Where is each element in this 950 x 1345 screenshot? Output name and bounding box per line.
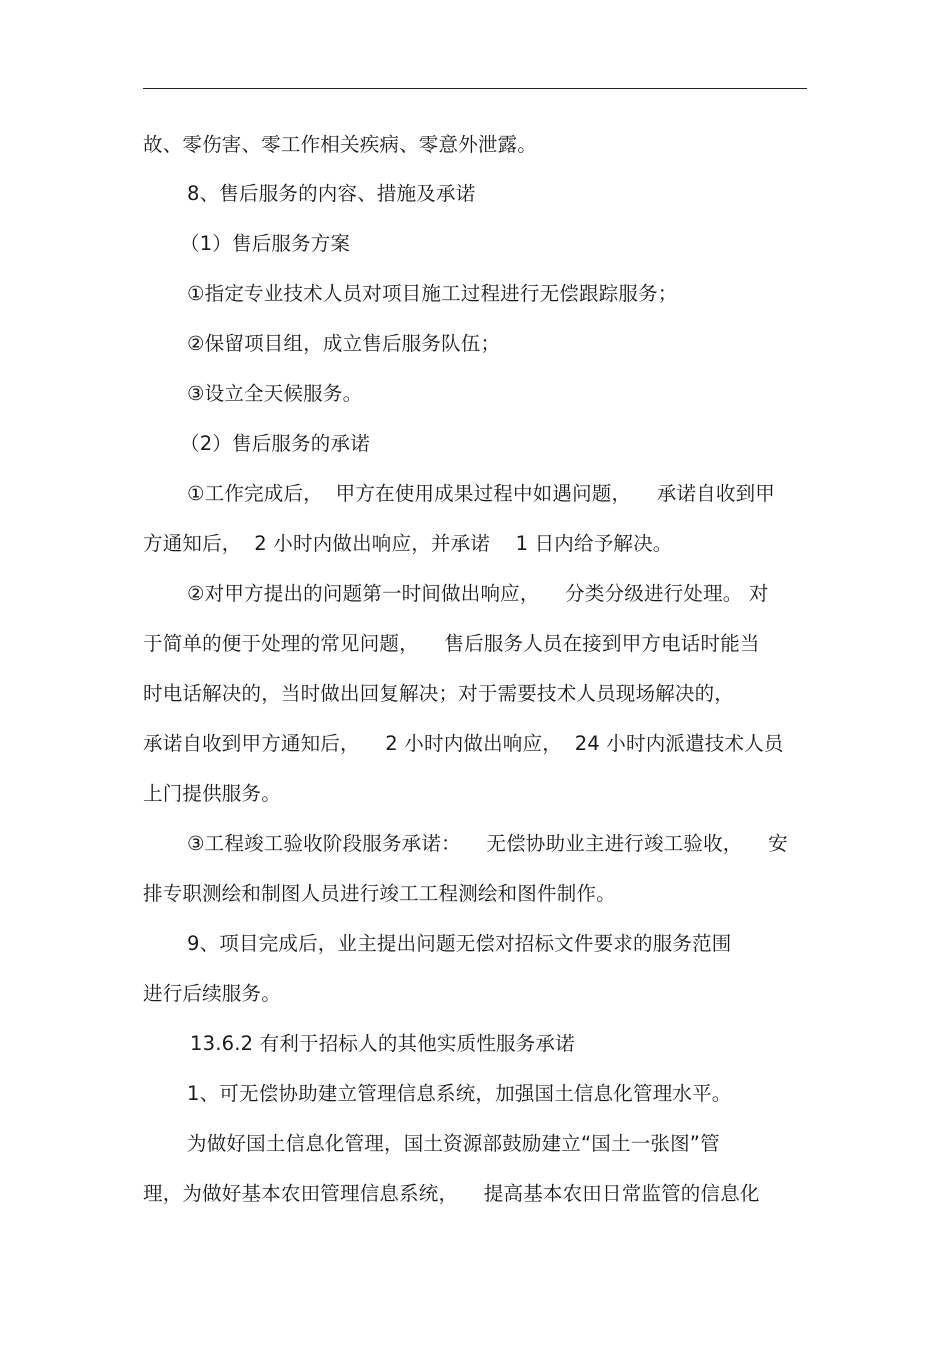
subsection-heading: （1）售后服务方案 (180, 232, 351, 255)
text-line: 时电话解决的，当时做出回复解决；对于需要技术人员现场解决的， (143, 682, 735, 705)
header-rule (143, 88, 807, 89)
list-item: ③设立全天候服务。 (187, 382, 363, 405)
subsection-heading: （2）售后服务的承诺 (180, 432, 370, 455)
text-line: 方通知后， 2 小时内做出响应，并承诺 1 日内给予解决。 (143, 532, 673, 555)
text-line: 于简单的便于处理的常见问题， 售后服务人员在接到甲方电话时能当 (143, 632, 760, 655)
text-line: 承诺自收到甲方通知后， 2 小时内做出响应， 24 小时内派遣技术人员 (143, 732, 784, 755)
text-line: 上门提供服务。 (143, 782, 281, 805)
list-item: ②保留项目组，成立售后服务队伍； (187, 332, 501, 355)
text-line: 排专职测绘和制图人员进行竣工工程测绘和图件制作。 (143, 882, 616, 905)
text-line: 进行后续服务。 (143, 982, 281, 1005)
text-line: 为做好国土信息化管理，国土资源部鼓励建立“国土一张图”管 (187, 1132, 720, 1155)
text-line: 1、可无偿协助建立管理信息系统，加强国土信息化管理水平。 (187, 1082, 732, 1105)
text-line: 理，为做好基本农田管理信息系统， 提高基本农田日常监管的信息化 (143, 1182, 760, 1205)
text-line: ①工作完成后， 甲方在使用成果过程中如遇问题， 承诺自收到甲 (187, 482, 775, 505)
section-heading: 8、售后服务的内容、措施及承诺 (187, 182, 476, 205)
text-line: ②对甲方提出的问题第一时间做出响应， 分类分级进行处理。 对 (187, 582, 769, 605)
section-heading: 13.6.2 有利于招标人的其他实质性服务承诺 (190, 1032, 575, 1055)
text-line: 故、零伤害、零工作相关疾病、零意外泄露。 (143, 133, 538, 156)
text-line: ③工程竣工验收阶段服务承诺： 无偿协助业主进行竣工验收， 安 (187, 832, 788, 855)
list-item: ①指定专业技术人员对项目施工过程进行无偿跟踪服务； (187, 282, 678, 305)
section-heading: 9、项目完成后，业主提出问题无偿对招标文件要求的服务范围 (187, 932, 732, 955)
